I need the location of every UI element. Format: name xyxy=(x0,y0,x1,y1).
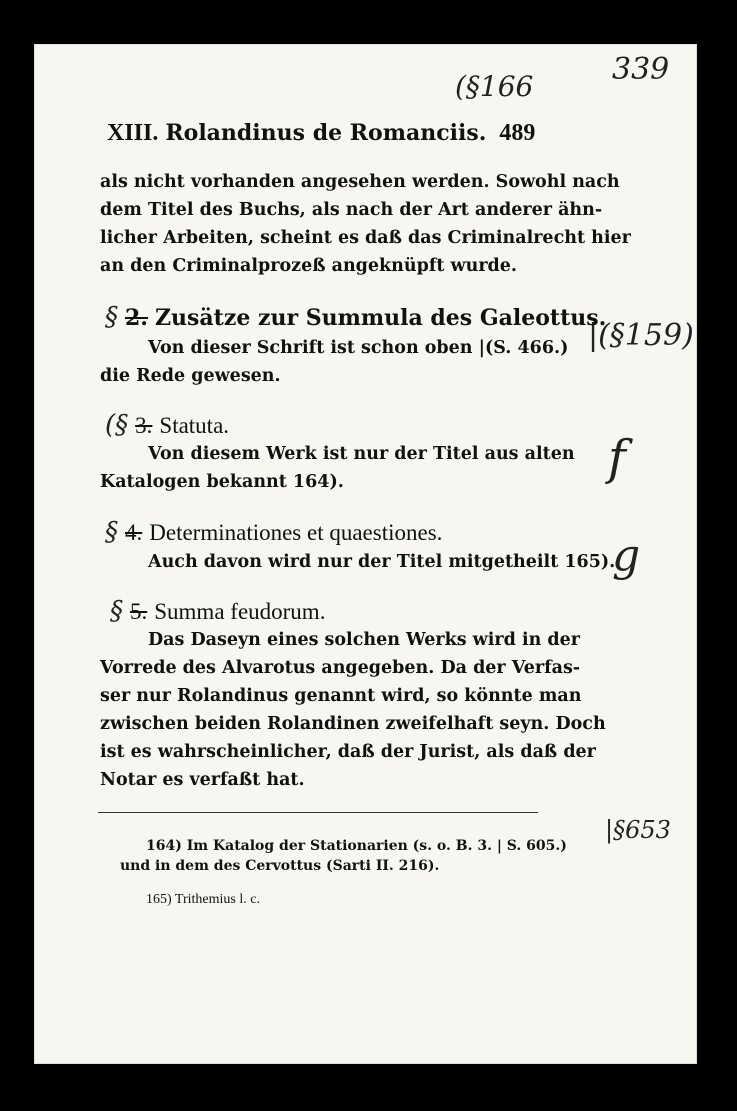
body-line: Katalogen bekannt 164). xyxy=(100,472,344,492)
section-number: 2. xyxy=(125,305,148,331)
body-line: Notar es verfaßt hat. xyxy=(100,770,305,790)
section-title: Zusätze zur Summula des Galeottus. xyxy=(154,305,607,331)
section-handmark: § xyxy=(110,596,123,626)
printed-page-number: 489 xyxy=(499,120,536,146)
body-line: ser nur Rolandinus genannt wird, so könnte man xyxy=(100,686,582,706)
section-heading-4 xyxy=(105,517,442,547)
body-line: Das Daseyn eines solchen Werks wird in der xyxy=(148,630,580,650)
body-line: dem Titel des Buchs, als nach der Art anderer ähn- xyxy=(100,200,603,220)
section-number: 4. xyxy=(125,520,143,545)
body-line: licher Arbeiten, scheint es daß das Criminalrecht hier xyxy=(100,228,631,248)
body-line: ist es wahrscheinlicher, daß der Jurist, als daß der xyxy=(100,742,596,762)
margin-note-f: f xyxy=(608,430,626,486)
margin-note-g: g xyxy=(612,530,641,581)
running-header xyxy=(107,120,535,147)
chapter-number: XIII. xyxy=(107,120,159,146)
body-line: Von diesem Werk ist nur der Titel aus alten xyxy=(148,444,575,464)
section-title: Statuta. xyxy=(159,413,230,438)
body-line: Auch davon wird nur der Titel mitgetheilt 165). xyxy=(148,552,616,572)
footnote-164-cont: und in dem des Cervottus (Sarti II. 216). xyxy=(120,858,440,874)
section-handmark: § xyxy=(105,517,118,547)
section-number: 5. xyxy=(130,599,148,624)
margin-note-section-2: |(§159) xyxy=(588,318,694,353)
body-line: an den Criminalprozeß angeknüpft wurde. xyxy=(100,256,518,276)
section-handmark: (§ xyxy=(105,410,129,440)
section-title: Determinationes et quaestiones. xyxy=(149,520,443,545)
footnote-divider xyxy=(98,812,538,813)
section-heading-3 xyxy=(105,410,229,440)
section-handmark: § xyxy=(105,302,118,332)
footnote-165: 165) Trithemius l. c. xyxy=(146,892,260,907)
body-line: zwischen beiden Rolandinen zweifelhaft seyn. Doch xyxy=(100,714,606,734)
section-title: Summa feudorum. xyxy=(154,599,326,624)
body-line: Vorrede des Alvarotus angegeben. Da der Verfas- xyxy=(100,658,581,678)
footnote-164: 164) Im Katalog der Stationarien (s. o. B. 3. | S. 605.) xyxy=(146,838,567,854)
body-line: als nicht vorhanden angesehen werden. Sowohl nach xyxy=(100,172,620,192)
body-line: die Rede gewesen. xyxy=(100,366,281,386)
corner-page-number: 339 xyxy=(612,52,670,87)
header-title: Rolandinus de Romanciis. xyxy=(165,120,487,146)
section-heading-2 xyxy=(105,302,606,332)
section-number: 3. xyxy=(135,413,153,438)
top-handwritten-note: (§166 xyxy=(455,70,534,103)
section-heading-5 xyxy=(110,596,325,626)
body-line: Von dieser Schrift ist schon oben |(S. 466.) xyxy=(148,338,569,358)
margin-note-footnote: |§653 xyxy=(605,816,671,844)
